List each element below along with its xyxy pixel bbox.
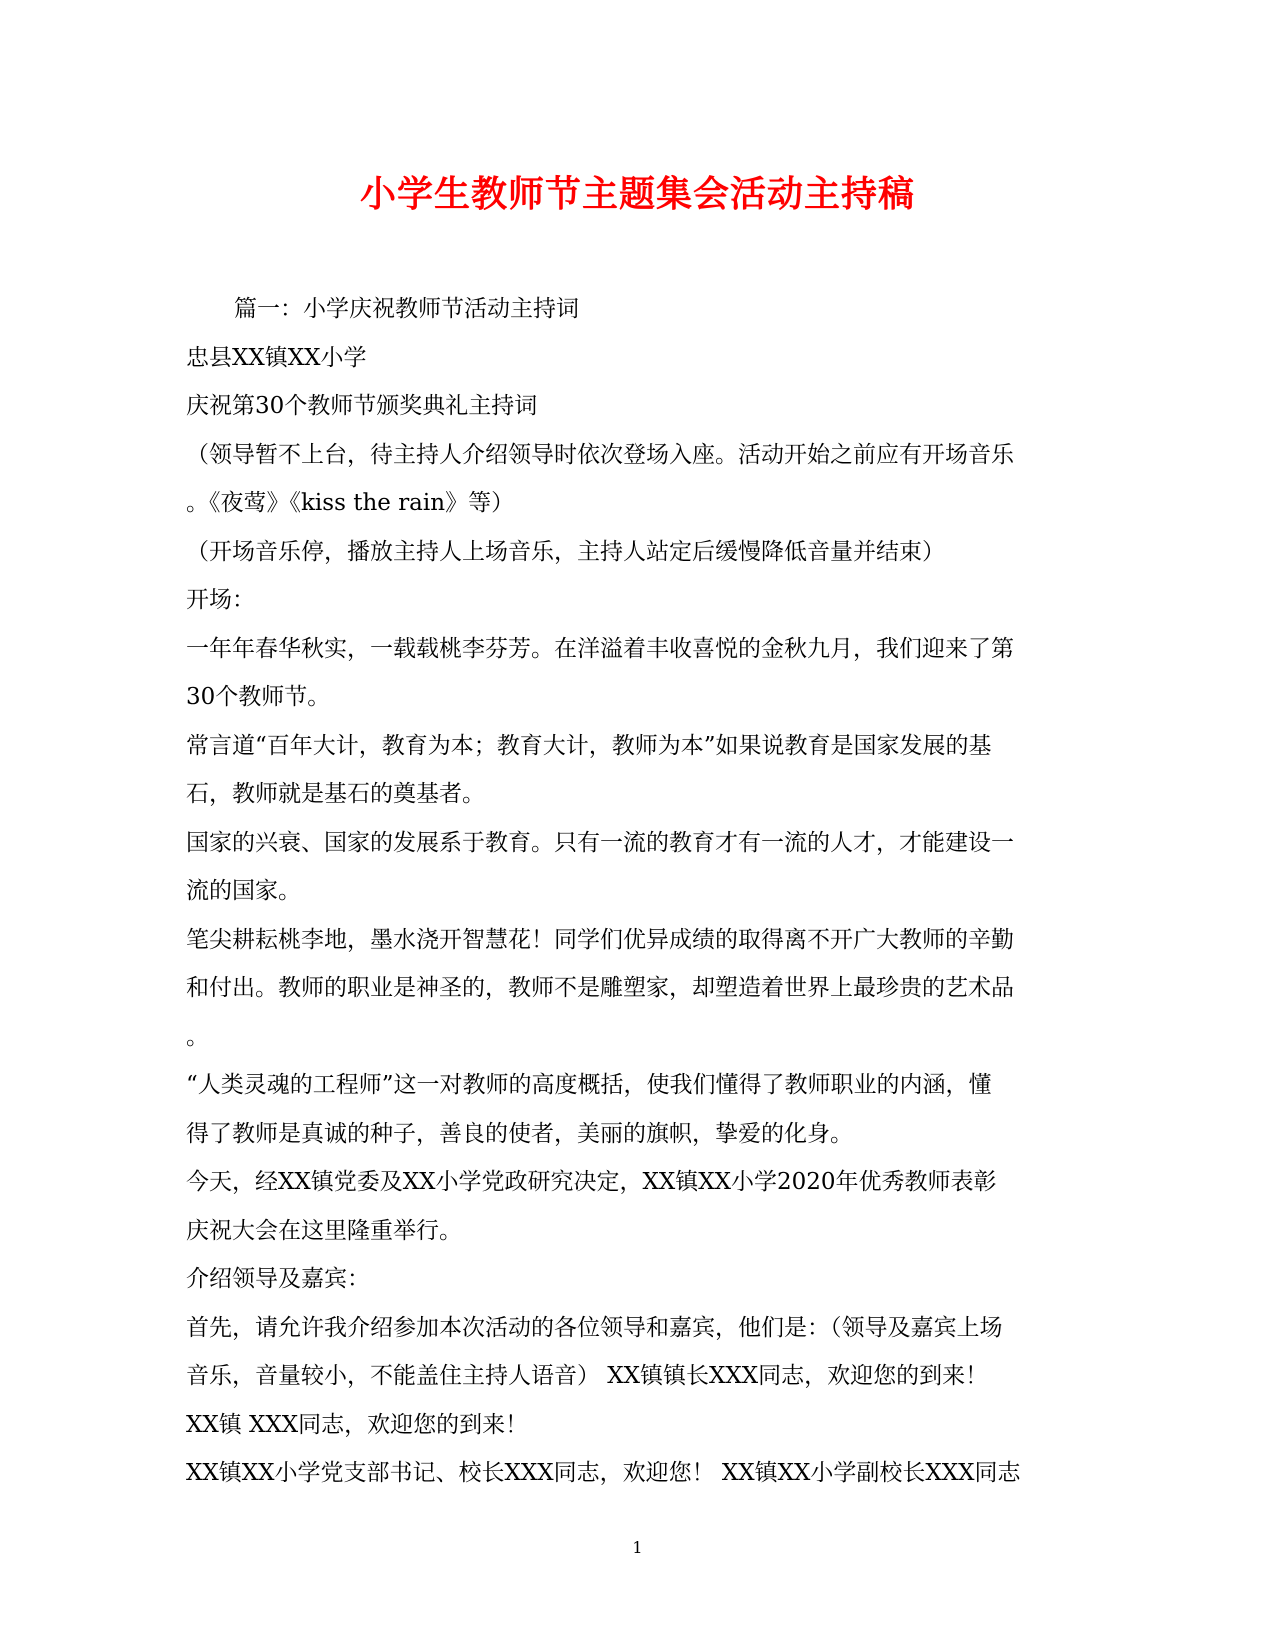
text-line: 30个教师节。 <box>186 684 331 710</box>
page-number: 1 <box>632 1538 643 1557</box>
text-line: （开场音乐停，播放主持人上场音乐，主持人站定后缓慢降低音量并结束） <box>186 538 945 565</box>
text-line: XX镇XX小学党支部书记、校长XXX同志，欢迎您！ XX镇XX小学副校长XXX同志 <box>186 1460 1021 1486</box>
text-line: 忠县XX镇XX小学 <box>186 344 367 371</box>
text-line: 今天，经XX镇党委及XX小学党政研究决定，XX镇XX小学2020年优秀教师表彰 <box>186 1169 997 1195</box>
text-line: XX镇 XXX同志，欢迎您的到来！ <box>186 1411 529 1438</box>
text-line: 。《夜莺》《kiss the rain》等） <box>186 490 515 516</box>
text-line: 笔尖耕耘桃李地，墨水浇开智慧花！同学们优异成绩的取得离不开广大教师的辛勤 <box>186 926 1014 953</box>
text-line: 流的国家。 <box>186 878 301 904</box>
text-line: 得了教师是真诚的种子，善良的使者，美丽的旗帜，挚爱的化身。 <box>186 1120 853 1147</box>
text-line: 音乐，音量较小，不能盖住主持人语音） XX镇镇长XXX同志，欢迎您的到来！ <box>186 1363 989 1389</box>
text-line: 一年年春华秋实，一载载桃李芬芳。在洋溢着丰收喜悦的金秋九月，我们迎来了第 <box>186 635 1014 662</box>
section-heading: 篇一：小学庆祝教师节活动主持词 <box>234 296 579 322</box>
text-line: 。 <box>186 1023 209 1050</box>
text-line: 国家的兴衰、国家的发展系于教育。只有一流的教育才有一流的人才，才能建设一 <box>186 829 1014 856</box>
document-body <box>186 285 1091 1498</box>
document-title: 小学生教师节主题集会活动主持稿 <box>359 173 915 215</box>
text-line: “人类灵魂的工程师”这一对教师的高度概括，使我们懂得了教师职业的内涵，懂 <box>186 1072 992 1098</box>
text-line: 庆祝第30个教师节颁奖典礼主持词 <box>186 393 538 419</box>
text-line: 开场： <box>186 587 255 613</box>
text-line: （领导暂不上台，待主持人介绍领导时依次登场入座。活动开始之前应有开场音乐 <box>186 441 1014 468</box>
text-line: 和付出。教师的职业是神圣的，教师不是雕塑家，却塑造着世界上最珍贵的艺术品 <box>186 975 1014 1001</box>
text-line: 首先，请允许我介绍参加本次活动的各位领导和嘉宾，他们是：（领导及嘉宾上场 <box>186 1314 1003 1341</box>
text-line: 庆祝大会在这里隆重举行。 <box>186 1217 462 1244</box>
text-line: 石，教师就是基石的奠基者。 <box>186 781 485 807</box>
text-line: 常言道“百年大计，教育为本；教育大计，教师为本”如果说教育是国家发展的基 <box>186 732 992 759</box>
text-line: 介绍领导及嘉宾： <box>186 1266 370 1292</box>
